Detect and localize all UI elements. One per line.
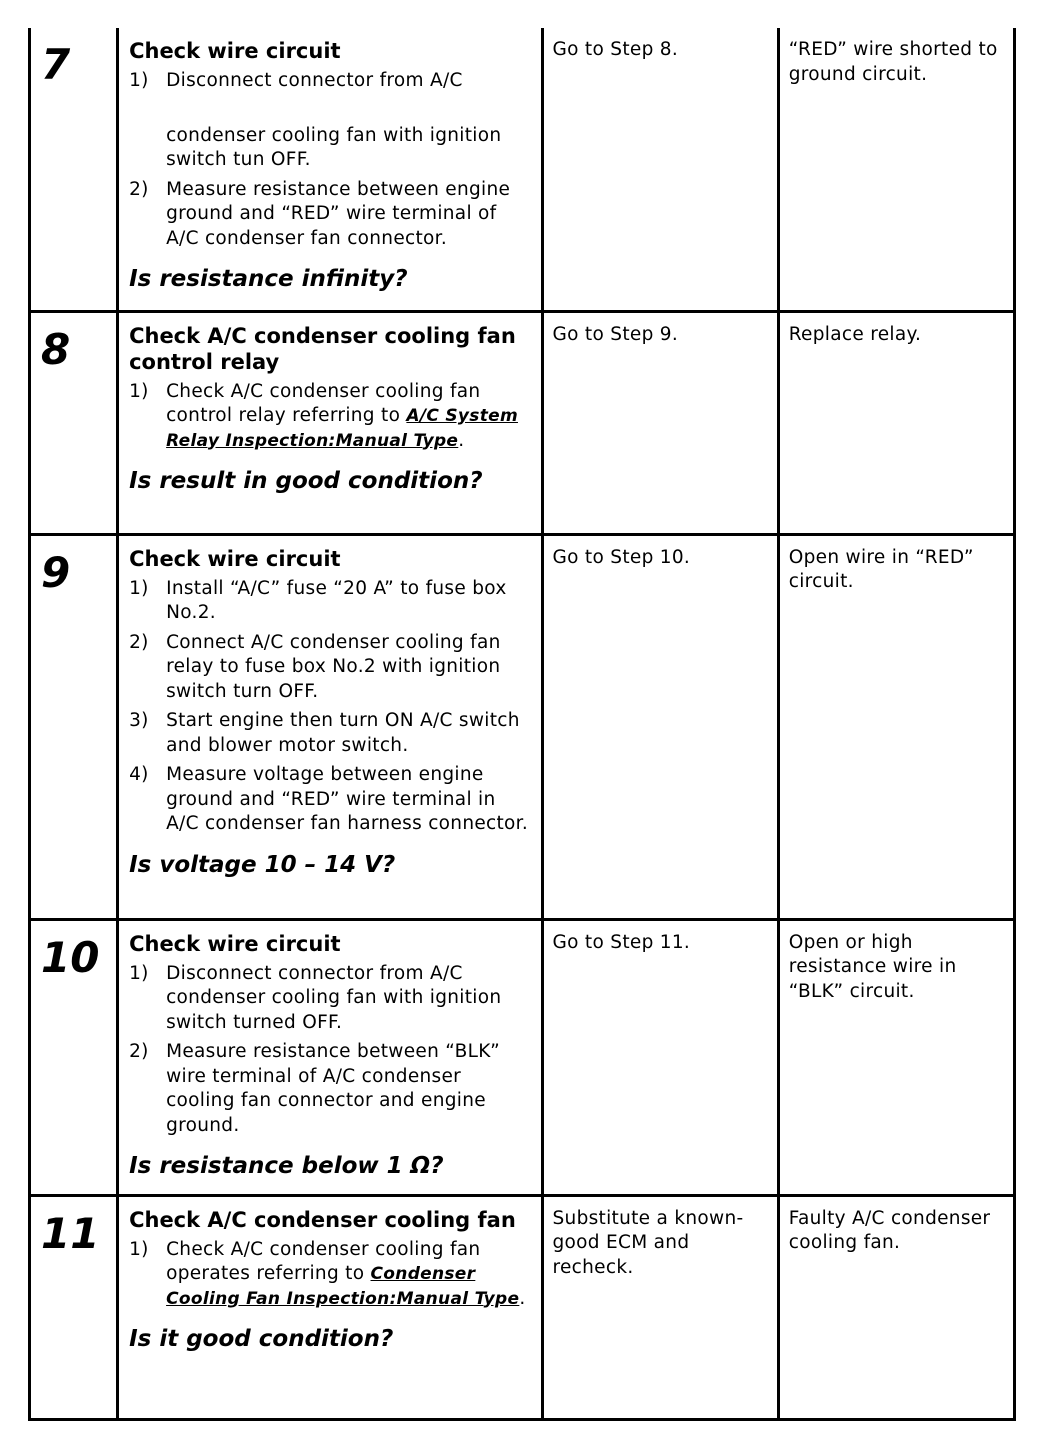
step-question: Is voltage 10 – 14 V? — [129, 851, 396, 878]
no-result-cell — [778, 534, 1014, 919]
step-number: 8 — [41, 324, 71, 374]
substep-text: Check A/C condenser cooling fan operates referring to — [166, 1238, 481, 1284]
substep-list — [129, 577, 532, 837]
troubleshooting-table — [28, 28, 1016, 1421]
substep-index: 4) — [129, 764, 149, 785]
substep-text: Measure resistance between “BLK” wire terminal of A/C condenser cooling fan connector and engine ground. — [166, 1041, 500, 1136]
substep-item — [129, 380, 532, 454]
step-number: 7 — [41, 40, 71, 89]
substep-text: Disconnect connector from A/C condenser cooling fan with ignition switch turned OFF. — [166, 962, 502, 1033]
substep-list — [129, 380, 532, 454]
step-title: Check A/C condenser cooling fan control relay — [129, 323, 516, 374]
substep-text: Measure resistance between engine ground and “RED” wire terminal of A/C condenser fan connector. — [166, 178, 511, 249]
step-title: Check wire circuit — [129, 546, 341, 571]
substep-index: 3) — [129, 710, 149, 731]
spacer — [166, 94, 532, 124]
substep-item — [129, 577, 532, 626]
substep-text: Connect A/C condenser cooling fan relay to fuse box No.2 with ignition switch turn OFF. — [166, 631, 501, 702]
substep-text: . — [458, 429, 465, 451]
substep-list — [129, 962, 532, 1139]
substep-index: 1) — [129, 380, 149, 402]
step-row — [30, 28, 1015, 311]
step-question: Is result in good condition? — [129, 468, 483, 494]
substep-index: 2) — [129, 631, 149, 653]
step-number: 11 — [41, 1208, 100, 1258]
substep-index: 2) — [129, 1041, 149, 1062]
step-question: Is it good condition? — [129, 1326, 394, 1352]
substep-text: Check A/C condenser cooling fan control relay referring to — [166, 380, 481, 426]
substep-item — [129, 178, 532, 252]
no-result-cell — [778, 311, 1014, 534]
reference-link[interactable]: Condenser Cooling Fan Inspection:Manual Type — [166, 1264, 520, 1309]
step-action-cell — [118, 311, 542, 534]
step-number-cell — [30, 919, 118, 1195]
step-number-cell — [30, 1195, 118, 1419]
no-result-cell — [778, 1195, 1014, 1419]
substep-item — [129, 763, 532, 837]
step-row — [30, 311, 1015, 534]
step-number-cell — [30, 534, 118, 919]
substep-item — [129, 1040, 532, 1138]
yes-result: Go to Step 10. — [552, 546, 691, 568]
yes-result: Go to Step 9. — [552, 323, 679, 345]
step-action-cell — [118, 28, 542, 311]
step-action-cell — [118, 1195, 542, 1419]
step-number-cell — [30, 28, 118, 311]
no-result: “RED” wire shorted to ground circuit. — [788, 39, 998, 85]
substep-item — [129, 962, 532, 1036]
substep-index: 2) — [129, 178, 149, 200]
substep-item — [129, 631, 532, 705]
yes-result-cell — [542, 1195, 778, 1419]
substep-text: . — [519, 1287, 526, 1309]
step-number: 10 — [41, 932, 100, 982]
step-action-cell — [118, 919, 542, 1195]
substep-index: 1) — [129, 577, 149, 599]
substep-list — [129, 69, 532, 251]
step-question: Is resistance infinity? — [129, 266, 408, 292]
substep-text: condenser cooling fan with ignition switch tun OFF. — [166, 124, 502, 170]
step-number: 9 — [41, 547, 71, 597]
yes-result-cell — [542, 919, 778, 1195]
step-question: Is resistance below 1 Ω? — [129, 1153, 444, 1179]
substep-item — [129, 709, 532, 758]
step-row — [30, 1195, 1015, 1419]
no-result-cell — [778, 919, 1014, 1195]
yes-result: Substitute a known-good ECM and recheck. — [552, 1207, 744, 1278]
substep-text: Install “A/C” fuse “20 A” to fuse box No.2. — [166, 577, 507, 623]
no-result: Replace relay. — [788, 323, 922, 345]
substep-text: Measure voltage between engine ground and “RED” wire terminal in A/C condenser fan harness connector. — [166, 764, 529, 834]
yes-result: Go to Step 8. — [552, 39, 679, 60]
substep-list — [129, 1238, 532, 1312]
no-result: Open or high resistance wire in “BLK” circuit. — [788, 931, 957, 1002]
substep-item — [129, 1238, 532, 1312]
step-number-cell — [30, 311, 118, 534]
no-result-cell — [778, 28, 1014, 311]
no-result: Faulty A/C condenser cooling fan. — [788, 1207, 991, 1253]
step-title: Check wire circuit — [129, 931, 341, 956]
step-action-cell — [118, 534, 542, 919]
step-title: Check wire circuit — [129, 39, 341, 63]
substep-index: 1) — [129, 1238, 149, 1260]
substep-text: Disconnect connector from A/C — [166, 70, 463, 91]
no-result: Open wire in “RED” circuit. — [788, 546, 974, 592]
substep-text: Start engine then turn ON A/C switch and blower motor switch. — [166, 710, 520, 756]
reference-link[interactable]: A/C System Relay Inspection:Manual Type — [166, 406, 518, 451]
yes-result-cell — [542, 311, 778, 534]
step-row — [30, 534, 1015, 919]
step-row — [30, 919, 1015, 1195]
substep-index: 1) — [129, 70, 149, 91]
substep-index: 1) — [129, 962, 149, 984]
yes-result-cell — [542, 28, 778, 311]
yes-result: Go to Step 11. — [552, 931, 691, 953]
yes-result-cell — [542, 534, 778, 919]
substep-item — [129, 69, 532, 173]
step-title: Check A/C condenser cooling fan — [129, 1207, 516, 1232]
